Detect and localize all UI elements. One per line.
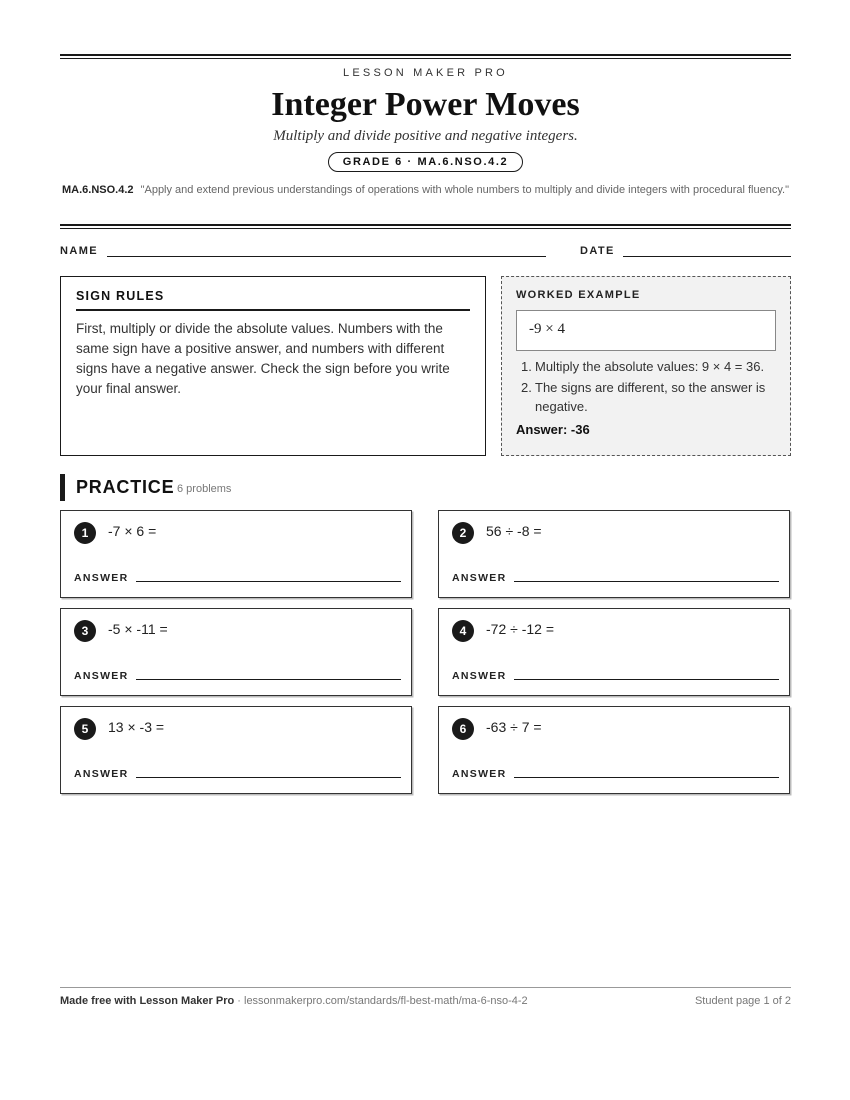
standard-text: "Apply and extend previous understandings of operations with whole numbers to multiply and divide integers with procedural fluency." [140,184,789,196]
footer-made-with: Made free with Lesson Maker Pro [60,995,235,1007]
worked-example-heading: WORKED EXAMPLE [516,289,641,301]
practice-heading: PRACTICE [76,477,175,497]
answer-label: ANSWER [452,768,507,780]
problem-text: 13 × -3 = [108,719,165,735]
student-info-row [60,244,791,260]
problem-text: 56 ÷ -8 = [486,523,542,539]
brand-name: LESSON MAKER PRO [343,67,508,79]
answer-field[interactable] [136,777,401,778]
answer-label: ANSWER [74,670,129,682]
worked-example-problem: -9 × 4 [516,310,776,351]
sign-rules-box [60,276,486,456]
problem-number-badge: 5 [74,718,96,740]
grade-standard-badge: GRADE 6 · MA.6.NSO.4.2 [328,152,523,172]
worksheet-page [60,0,791,1100]
date-field[interactable] [623,256,791,257]
sign-rules-heading: SIGN RULES [76,289,470,311]
problem-text: -5 × -11 = [108,621,168,637]
sign-rules-text: First, multiply or divide the absolute values. Numbers with the same sign have a positive answer, and numbers with different signs have a negative answer. Check the sign before you write your final answer. [76,321,450,396]
problem-text: -7 × 6 = [108,523,157,539]
header-top-rule [60,54,791,59]
footer-rule [60,987,791,988]
problem-card-5 [60,706,412,794]
answer-field[interactable] [514,581,779,582]
practice-problem-count: 6 problems [177,483,232,495]
worksheet-subtitle: Multiply and divide positive and negative integers. [273,128,578,144]
problem-card-6 [438,706,790,794]
date-label: DATE [580,245,615,257]
problem-number-badge: 3 [74,620,96,642]
footer-page-number: Student page 1 of 2 [694,995,791,1007]
footer-credit [60,995,528,1007]
worksheet-title: Integer Power Moves [271,86,580,123]
header-bottom-rule [60,224,791,229]
problem-number-badge: 6 [452,718,474,740]
problem-card-2 [438,510,790,598]
answer-field[interactable] [136,679,401,680]
name-label: NAME [60,245,98,257]
answer-field[interactable] [514,777,779,778]
worked-example-answer: Answer: -36 [516,422,590,437]
answer-field[interactable] [136,581,401,582]
standard-code: MA.6.NSO.4.2 [61,184,134,196]
problem-text: -63 ÷ 7 = [486,719,542,735]
problem-card-4 [438,608,790,696]
answer-label: ANSWER [74,768,129,780]
name-field[interactable] [107,256,546,257]
answer-label: ANSWER [452,572,507,584]
worked-example-step: 2. The signs are different, so the answer is negative. [521,380,766,414]
worked-example-step: 1. Multiply the absolute values: 9 × 4 = 36. [521,359,765,374]
problem-card-1 [60,510,412,598]
worked-example-box [501,276,791,456]
problem-number-badge: 4 [452,620,474,642]
worked-example-steps [516,357,776,416]
practice-accent-bar [60,474,65,501]
problem-number-badge: 1 [74,522,96,544]
answer-field[interactable] [514,679,779,680]
answer-label: ANSWER [74,572,129,584]
standard-description [60,182,791,198]
problem-card-3 [60,608,412,696]
footer-url: · lessonmakerpro.com/standards/fl-best-math/ma-6-nso-4-2 [234,995,528,1007]
problem-number-badge: 2 [452,522,474,544]
problem-text: -72 ÷ -12 = [486,621,554,637]
answer-label: ANSWER [452,670,507,682]
